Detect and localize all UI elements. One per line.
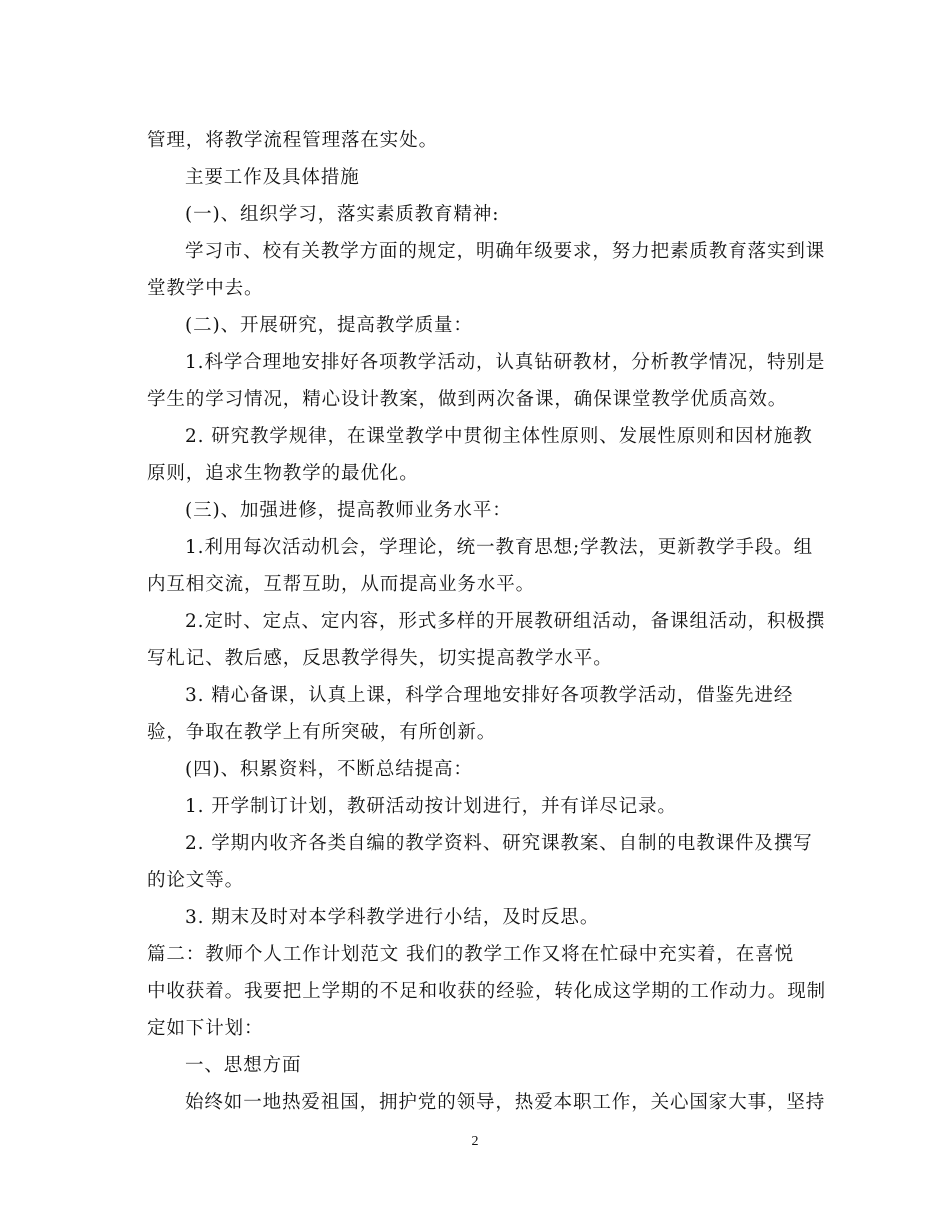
text-line: 写札记、教后感，反思教学得失，切实提高教学水平。: [147, 648, 613, 669]
section-heading: 一、思想方面: [185, 1055, 302, 1076]
text-line: 2.定时、定点、定内容，形式多样的开展教研组活动，备课组活动，积极撰: [185, 611, 826, 632]
text-line: 的论文等。: [147, 870, 245, 891]
text-line: 1.科学合理地安排好各项教学活动，认真钻研教材，分析教学情况，特别是: [185, 352, 826, 373]
subsection-heading: (二)、开展研究，提高教学质量：: [185, 315, 473, 336]
subsection-heading: (一)、组织学习，落实素质教育精神:: [185, 204, 500, 225]
text-line: 2. 研究教学规律，在课堂教学中贯彻主体性原则、发展性原则和因材施教: [185, 426, 813, 447]
text-line: 验，争取在教学上有所突破，有所创新。: [147, 722, 497, 743]
text-line: 1. 开学制订计划，教研活动按计划进行，并有详尽记录。: [185, 796, 677, 817]
text-line: 原则，追求生物教学的最优化。: [147, 463, 419, 484]
subsection-heading: (四)、积累资料，不断总结提高：: [185, 759, 473, 780]
text-line: 2. 学期内收齐各类自编的教学资料、研究课教案、自制的电教课件及撰写: [185, 833, 813, 854]
subsection-heading: (三)、加强进修，提高教师业务水平：: [185, 500, 512, 521]
text-line: 3. 期末及时对本学科教学进行小结，及时反思。: [185, 907, 600, 928]
text-line: 学生的学习情况，精心设计教案，做到两次备课，确保课堂教学优质高效。: [147, 389, 788, 410]
text-line: 内互相交流，互帮互助，从而提高业务水平。: [147, 574, 536, 595]
text-line: 3. 精心备课，认真上课，科学合理地安排好各项教学活动，借鉴先进经: [185, 685, 794, 706]
text-line: 中收获着。我要把上学期的不足和收获的经验，转化成这学期的工作动力。现制: [147, 981, 827, 1002]
article-heading-line: 篇二：教师个人工作计划范文 我们的教学工作又将在忙碌中充实着，在喜悦: [147, 944, 794, 965]
section-heading: 主要工作及具体措施: [185, 167, 360, 188]
text-line: 始终如一地热爱祖国，拥护党的领导，热爱本职工作，关心国家大事，坚持: [185, 1092, 826, 1113]
text-line: 堂教学中去。: [147, 278, 264, 299]
text-line: 管理，将教学流程管理落在实处。: [147, 130, 439, 151]
text-line: 学习市、校有关教学方面的规定，明确年级要求，努力把素质教育落实到课: [185, 241, 826, 262]
text-line: 1.利用每次活动机会，学理论，统一教育思想;学教法，更新教学手段。组: [185, 537, 813, 558]
page-number: 2: [471, 1134, 479, 1149]
text-line: 定如下计划：: [147, 1018, 264, 1039]
